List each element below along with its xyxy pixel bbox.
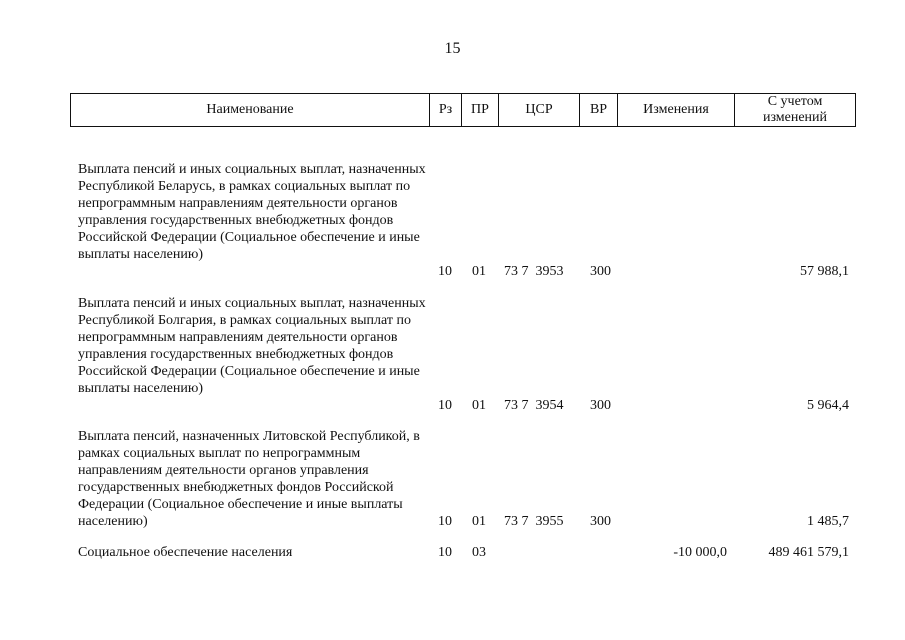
row-name: Социальное обеспечение населения <box>78 545 293 560</box>
row-total: 5 964,4 <box>807 398 849 413</box>
row-rz: 10 <box>438 398 452 413</box>
row-total: 1 485,7 <box>807 514 849 529</box>
row-vr: 300 <box>590 264 611 279</box>
header-csr: ЦСР <box>499 94 580 126</box>
row-pr: 01 <box>472 398 486 413</box>
header-total: С учетом изменений <box>762 94 828 125</box>
header-rz: Рз <box>430 94 462 126</box>
row-name: Выплата пенсий и иных социальных выплат, назначенных Республикой Беларусь, в рамках социальных выплат по непрограммным направлениям деятельности органов управления государственных внебюджетных фондов Российской Федерации (Социальное обеспечение и иные выплаты населению) <box>78 162 426 262</box>
row-total: 489 461 579,1 <box>768 545 849 560</box>
row-csr: 73 7 3954 <box>504 398 564 413</box>
row-vr: 300 <box>590 514 611 529</box>
row-total: 57 988,1 <box>800 264 849 279</box>
row-change: -10 000,0 <box>673 545 727 560</box>
header-vr: ВР <box>580 94 618 126</box>
row-pr: 03 <box>472 545 486 560</box>
header-name: Наименование <box>71 94 430 126</box>
row-pr: 01 <box>472 514 486 529</box>
row-rz: 10 <box>438 264 452 279</box>
row-csr: 73 7 3953 <box>504 264 564 279</box>
row-pr: 01 <box>472 264 486 279</box>
row-rz: 10 <box>438 545 452 560</box>
row-name: Выплата пенсий и иных социальных выплат, назначенных Республикой Болгария, в рамках социальных выплат по непрограммным направлениям деятельности органов управления государственных внебюджетных фондов Российской Федерации (Социальное обеспечение и иные выплаты населению) <box>78 296 426 396</box>
header-change: Изменения <box>618 94 735 126</box>
row-rz: 10 <box>438 514 452 529</box>
row-name: Выплата пенсий, назначенных Литовской Республикой, в рамках социальных выплат по непрограммным направлениям деятельности органов управления государственных внебюджетных фондов Российской Федерации (Социальное обеспечение и иные выплаты населению) <box>78 429 420 529</box>
page-number: 15 <box>444 40 461 57</box>
row-csr: 73 7 3955 <box>504 514 564 529</box>
table-header <box>70 93 856 127</box>
row-vr: 300 <box>590 398 611 413</box>
header-pr: ПР <box>462 94 499 126</box>
